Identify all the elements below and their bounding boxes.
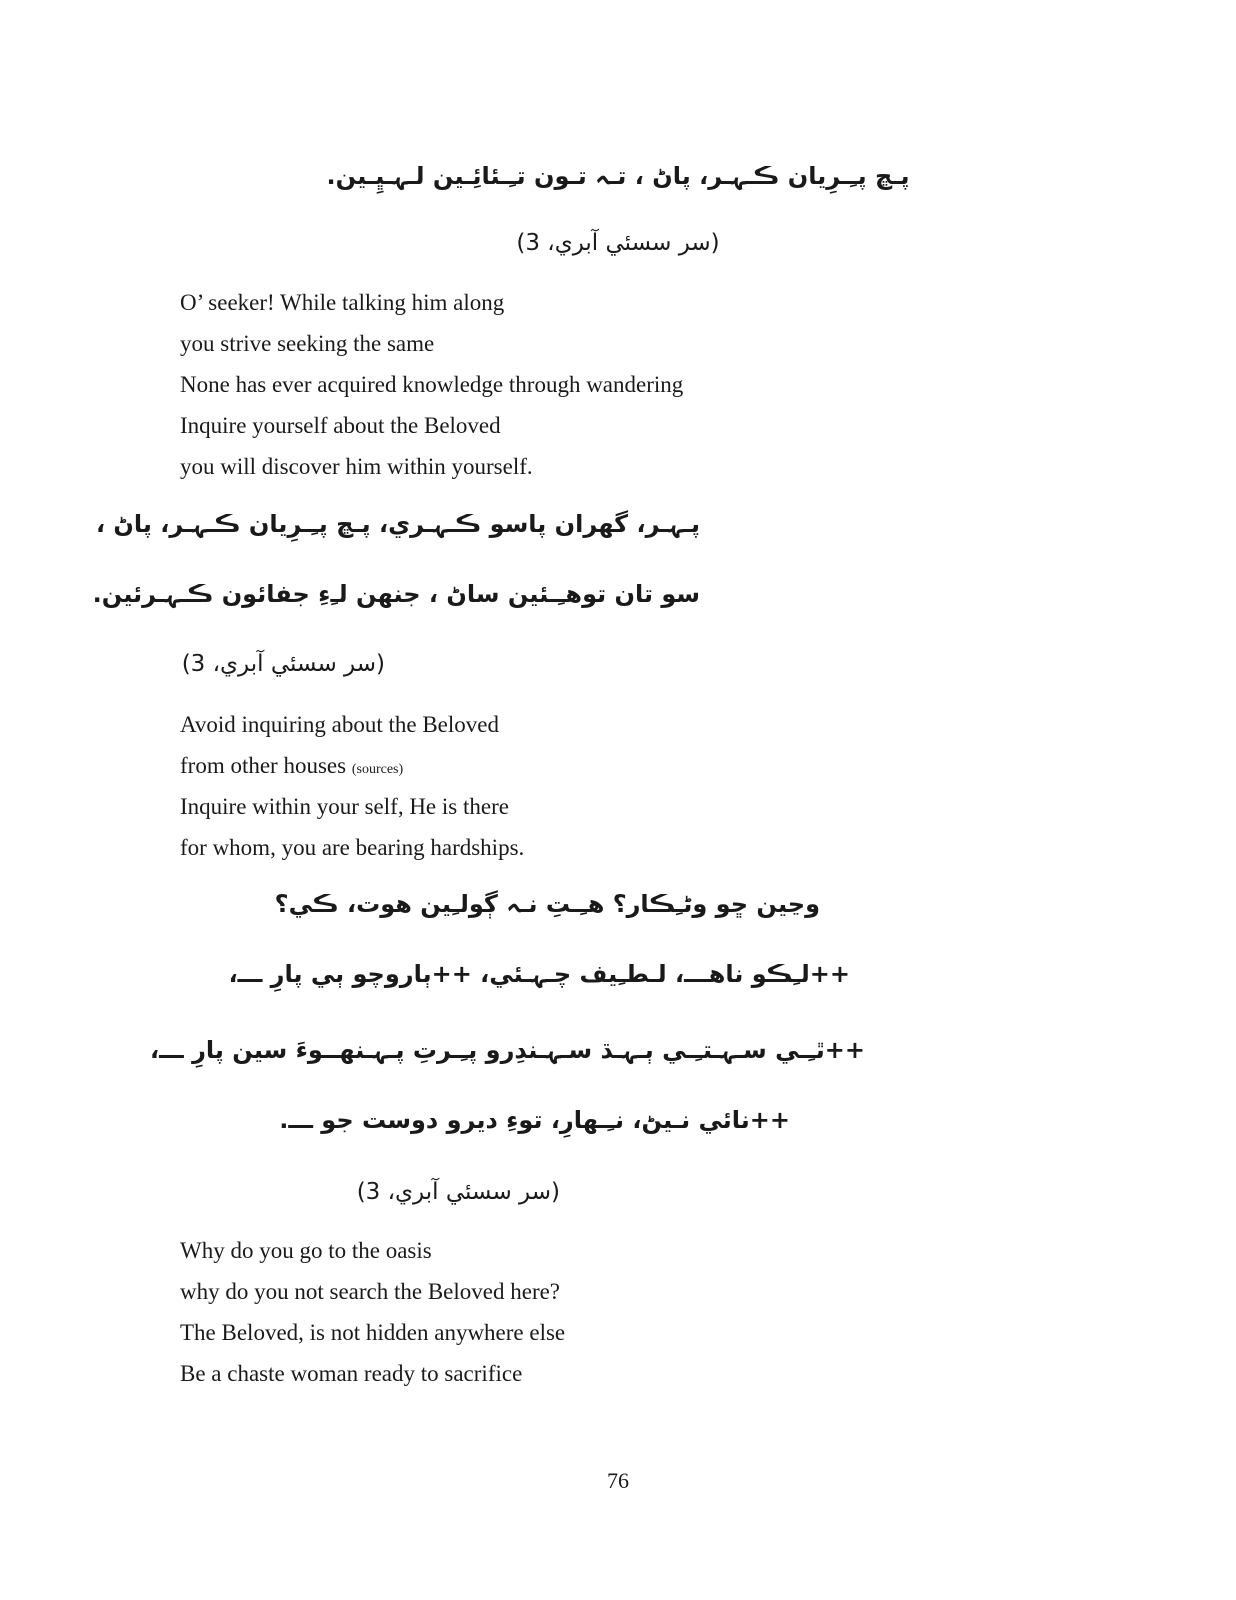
verse1-english-line4: Inquire yourself about the Beloved xyxy=(180,413,501,438)
verse2-english-line2-main: from other houses xyxy=(180,753,347,778)
verse2-sindhi-line1: پـہ‍ـر، گهران پاسو ڪـہ‍ـري، پـڇ پـِـرِيان ڪـہ‍ـر، پاڻ ، xyxy=(95,510,700,538)
verse1-english-line1: O’ seeker! While talking him along xyxy=(180,290,505,315)
verse1-sindhi-line1: پـڇ پـِـرِيان ڪـہ‍ـر، پاڻ ، تـہ تـون تـِـئائِـين لـہ‍ـڀِـين. xyxy=(326,162,910,190)
verse1-english-line5: you will discover him within yourself. xyxy=(180,454,533,479)
verse1-english-line2: you strive seeking the same xyxy=(180,331,435,356)
verse2-citation: (سر سسئي آبري، 3) xyxy=(181,651,385,677)
verse1-english-line3: None has ever acquired knowledge through wandering xyxy=(180,372,684,397)
verse2-sindhi-line2: سو تان توهـِـئين ساڻ ، جنهن لـِءِ جفائون ڪـہ‍ـرئين. xyxy=(92,580,700,608)
verse3-english-line2: why do you not search the Beloved here? xyxy=(180,1279,561,1304)
verse3-sindhi-line1: وڃين ڇو وڻـِڪار؟ هـِـتِ نـہ ڳولـِين هوت، ڪي؟ xyxy=(274,890,820,918)
verse1-citation: (سر سسئي آبري، 3) xyxy=(516,230,720,256)
verse2-english-line4: for whom, you are bearing hardships. xyxy=(180,835,525,860)
verse3-english-line1: Why do you go to the oasis xyxy=(180,1238,432,1263)
verse3-citation: (سر سسئي آبري، 3) xyxy=(356,1179,560,1205)
verse3-sindhi-line4: ++نائي نـيڻ، نـِـهارِ، توءِ ديرو دوست جو ـــ. xyxy=(279,1106,790,1134)
verse3-sindhi-line3: ++ٿـِـي سـہ‍ـتـِـي ٻـہ‍ـڌ سـہ‍ـندِرو پـِـرتِ پـہ‍ـنهـ‍ـوءَ سين پارِ ـــ، xyxy=(150,1036,865,1064)
verse2-english-line3: Inquire within your self, He is there xyxy=(180,794,509,819)
verse3-english-line3: The Beloved, is not hidden anywhere else xyxy=(180,1320,566,1345)
verse3-sindhi-line2: ++لـِڪو ناهـــ، لـطـِيف چـہ‍ـئي، ++ٻاروچو ٻي پارِ ـــ، xyxy=(228,960,850,988)
verse3-english-line4: Be a chaste woman ready to sacrifice xyxy=(180,1361,523,1386)
verse2-english-line2-note: (sources) xyxy=(351,762,404,777)
verse2-english-line2 xyxy=(180,751,403,785)
page-number: 76 xyxy=(607,1468,629,1493)
verse2-english-line1: Avoid inquiring about the Beloved xyxy=(180,712,499,737)
